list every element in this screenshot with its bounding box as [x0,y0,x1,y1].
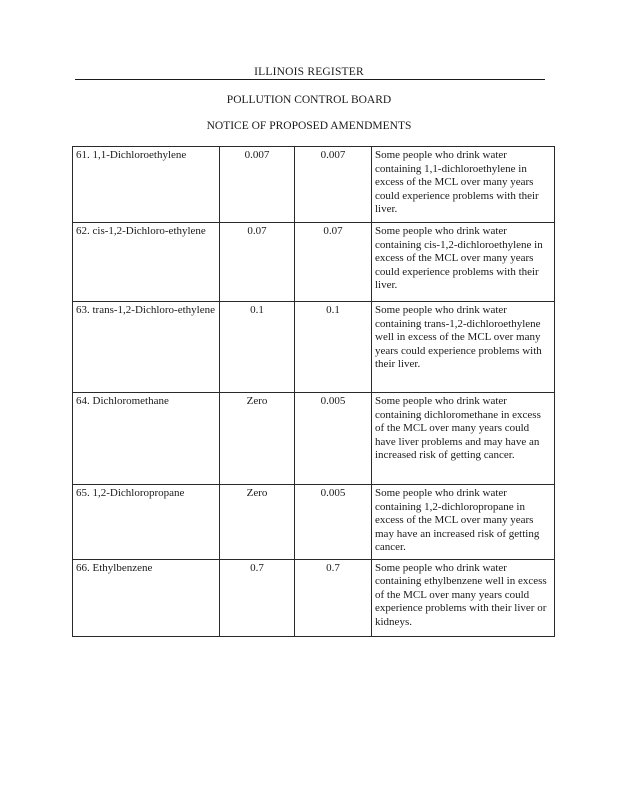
table-row [73,223,555,302]
table-row [73,485,555,560]
contaminant-table [72,146,555,637]
register-title: ILLINOIS REGISTER [254,66,364,78]
health-effect: Some people who drink water containing ethylbenzene well in excess of the MCL over many years could experience problems with their liver or kidneys. [372,559,555,636]
health-effect: Some people who drink water containing dichloromethane in excess of the MCL over many years could have liver problems and may have an increased risk of getting cancer. [372,393,555,485]
notice-title: NOTICE OF PROPOSED AMENDMENTS [206,120,412,132]
table-row [73,302,555,393]
health-effect: Some people who drink water containing 1,1-dichloroethylene in excess of the MCL over many years could experience problems with their liver. [372,147,555,223]
mclg-value: 0.1 [220,302,295,393]
mclg-value: 0.7 [220,559,295,636]
mcl-value: 0.005 [295,393,372,485]
mclg-value: Zero [220,393,295,485]
mcl-value: 0.7 [295,559,372,636]
health-effect: Some people who drink water containing trans-1,2-dichloroethylene well in excess of the MCL over many years could experience problems with their liver. [372,302,555,393]
contaminant-name: 61. 1,1-Dichloroethylene [73,147,220,223]
contaminant-name: 65. 1,2-Dichloropropane [73,485,220,560]
health-effect: Some people who drink water containing 1,2-dichloropropane in excess of the MCL over many years may have an increased risk of getting cancer. [372,485,555,560]
mclg-value: 0.007 [220,147,295,223]
contaminant-name: 63. trans-1,2-Dichloro-ethylene [73,302,220,393]
mcl-value: 0.07 [295,223,372,302]
mcl-value: 0.005 [295,485,372,560]
contaminant-name: 62. cis-1,2-Dichloro-ethylene [73,223,220,302]
header-rule [75,79,545,80]
table-row [73,147,555,223]
mcl-value: 0.007 [295,147,372,223]
table-row [73,559,555,636]
health-effect: Some people who drink water containing cis-1,2-dichloroethylene in excess of the MCL over many years could experience problems with their liver. [372,223,555,302]
mcl-value: 0.1 [295,302,372,393]
contaminant-name: 64. Dichloromethane [73,393,220,485]
table-row [73,393,555,485]
board-title: POLLUTION CONTROL BOARD [226,94,392,106]
mclg-value: 0.07 [220,223,295,302]
contaminant-name: 66. Ethylbenzene [73,559,220,636]
mclg-value: Zero [220,485,295,560]
